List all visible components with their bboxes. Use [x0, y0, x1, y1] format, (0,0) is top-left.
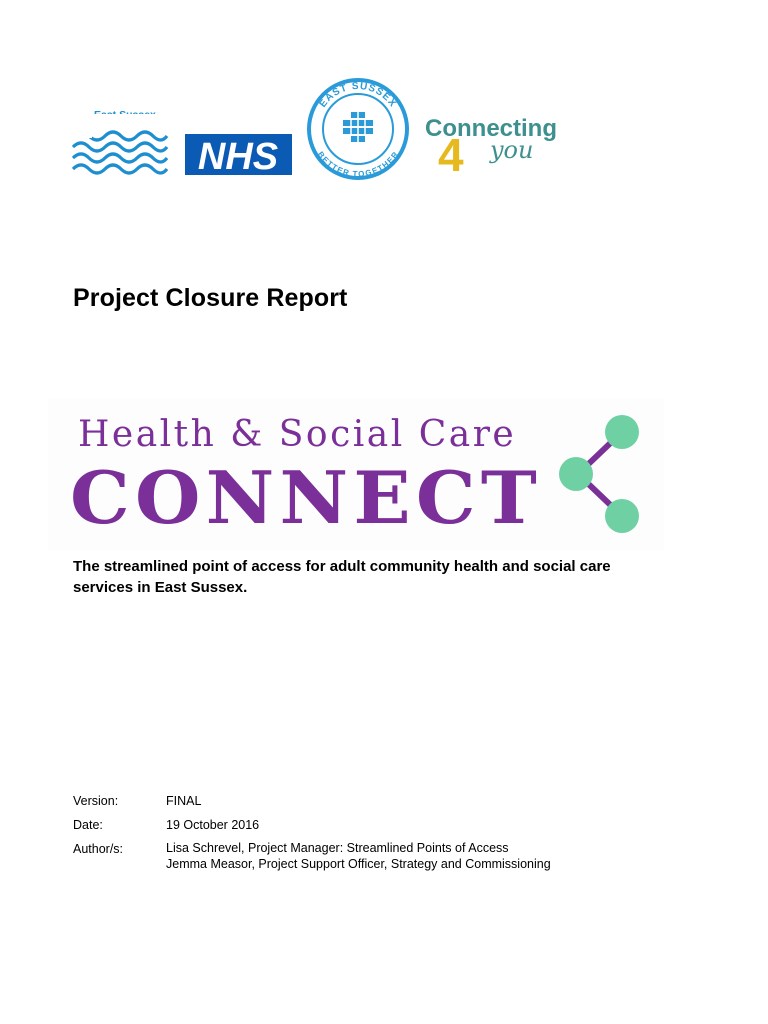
- connect-banner: [48, 398, 664, 550]
- better-together-top-text: EAST SUSSEX: [317, 80, 399, 110]
- banner-line-1: Health & Social Care: [78, 414, 517, 455]
- east-sussex-county-council-logo: [72, 109, 167, 176]
- better-together-logo: [309, 80, 407, 179]
- connect-banner-graphic: [48, 398, 664, 550]
- authors-row: [73, 840, 626, 872]
- page-title: Project Closure Report: [73, 284, 348, 312]
- authors-value: [166, 840, 626, 872]
- document-metadata: [73, 792, 626, 872]
- you-word: you: [490, 136, 534, 164]
- nhs-logo-text: NHS: [197, 136, 279, 178]
- numeral-four: 4: [438, 129, 464, 181]
- nhs-logo: [185, 134, 292, 178]
- tagline: The streamlined point of access for adult community health and social care services in East Sussex.: [73, 558, 611, 596]
- version-value: FINAL: [166, 794, 202, 808]
- version-row: [73, 792, 626, 810]
- share-icon: [559, 415, 639, 533]
- logo-row: [70, 74, 590, 184]
- partner-logos: [70, 74, 590, 184]
- connecting-4-you-logo: [425, 115, 557, 181]
- date-label: Date:: [73, 818, 103, 832]
- date-value: 19 October 2016: [166, 818, 260, 832]
- better-together-bottom-text: BETTER TOGETHER: [315, 149, 401, 179]
- version-label: Version:: [73, 794, 119, 808]
- connecting-word: Connecting: [425, 115, 557, 142]
- author-2: Jemma Measor, Project Support Officer, Strategy and Commissioning: [166, 857, 551, 871]
- authors-label: Author/s:: [73, 842, 124, 856]
- banner-line-2: CONNECT: [70, 455, 542, 540]
- date-row: [73, 816, 626, 834]
- author-1: Lisa Schrevel, Project Manager: Streamlined Points of Access: [166, 841, 509, 855]
